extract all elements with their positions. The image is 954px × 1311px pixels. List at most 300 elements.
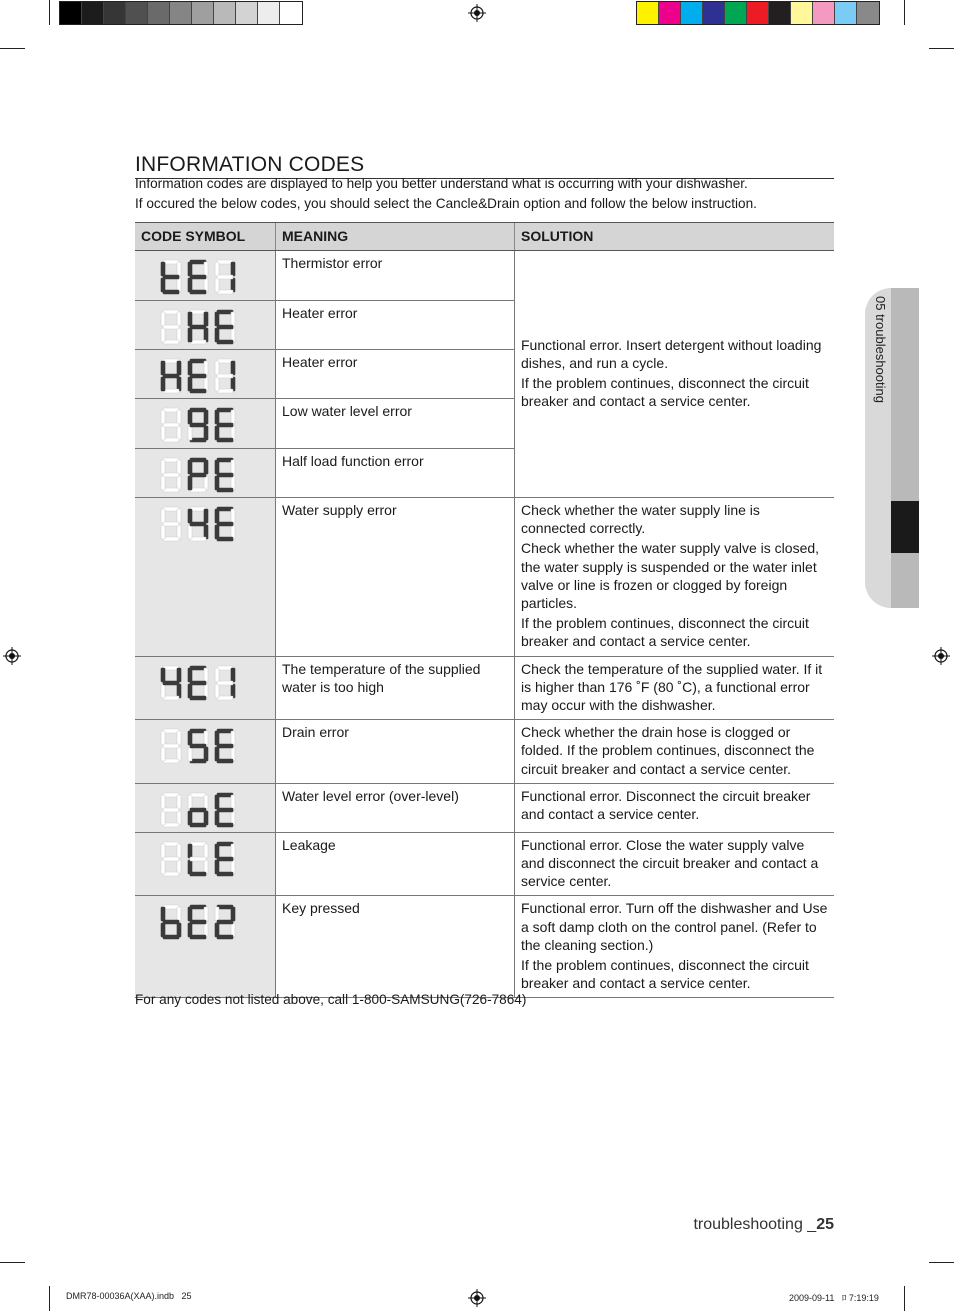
crop-mark bbox=[0, 1262, 25, 1263]
segment-unlit bbox=[161, 476, 165, 490]
code-symbol-cell bbox=[135, 350, 276, 399]
segment-lit bbox=[217, 935, 233, 939]
segment-unlit bbox=[163, 310, 179, 314]
solution-cell bbox=[515, 896, 835, 998]
segment-lit bbox=[217, 310, 233, 314]
page-title: INFORMATION CODES bbox=[135, 153, 834, 179]
display-code-icon bbox=[159, 790, 239, 830]
segment-lit bbox=[217, 905, 233, 909]
segment-lit bbox=[190, 408, 206, 412]
segment-lit bbox=[190, 744, 206, 748]
solution-text: Check the temperature of the supplied water. If it is higher than 176 ˚F (80 ˚C), a functional error may occur with the dishwasher. bbox=[521, 660, 823, 714]
solution-text: Functional error. Turn off the dishwasher and Use a soft damp cloth on the control panel. (Refer to the cleaning section.) bbox=[521, 900, 828, 953]
segment-lit bbox=[188, 460, 192, 474]
color-swatch bbox=[769, 2, 791, 24]
segment-unlit bbox=[177, 262, 181, 276]
color-swatch bbox=[236, 2, 258, 24]
segment-lit bbox=[190, 666, 206, 670]
segment-lit bbox=[231, 262, 235, 276]
segment-lit bbox=[217, 729, 233, 733]
information-codes-table bbox=[135, 222, 834, 998]
color-swatch bbox=[637, 2, 659, 24]
segment-unlit bbox=[215, 907, 219, 921]
color-swatch bbox=[148, 2, 170, 24]
code-symbol-cell bbox=[135, 896, 276, 998]
solution-cell bbox=[515, 498, 835, 657]
meaning-cell: Water level error (over-level) bbox=[276, 783, 515, 832]
segment-lit bbox=[188, 361, 192, 375]
segment-lit bbox=[217, 408, 233, 412]
segment-lit bbox=[188, 923, 192, 937]
segment-unlit bbox=[161, 509, 165, 523]
meaning-cell: Drain error bbox=[276, 720, 515, 784]
segment-unlit bbox=[215, 361, 219, 375]
segment-unlit bbox=[163, 842, 179, 846]
segment-lit bbox=[231, 668, 235, 682]
crop-mark bbox=[929, 1262, 954, 1263]
segment-unlit bbox=[190, 340, 206, 344]
segment-unlit bbox=[163, 793, 179, 797]
code-symbol-cell bbox=[135, 783, 276, 832]
color-swatch bbox=[280, 2, 302, 24]
display-code-icon bbox=[159, 307, 239, 347]
segment-unlit bbox=[163, 507, 179, 511]
footer-note: For any codes not listed above, call 1-800-SAMSUNG(726-7864) bbox=[135, 992, 527, 1007]
color-swatch bbox=[791, 2, 813, 24]
segment-unlit bbox=[217, 389, 233, 393]
segment-lit bbox=[190, 696, 206, 700]
color-swatch bbox=[126, 2, 148, 24]
segment-unlit bbox=[190, 488, 206, 492]
segment-unlit bbox=[215, 377, 219, 391]
segment-lit bbox=[217, 507, 233, 511]
solution-text: Check whether the water supply valve is closed, the water supply is suspended or the water inlet valve or line is frozen or clogged by foreign particles. bbox=[521, 540, 820, 612]
table-row bbox=[135, 498, 834, 657]
segment-unlit bbox=[161, 747, 165, 761]
segment-unlit bbox=[177, 731, 181, 745]
segment-lit bbox=[188, 509, 192, 523]
process-color-bar bbox=[636, 1, 880, 25]
meaning-cell: Low water level error bbox=[276, 399, 515, 449]
segment-lit bbox=[188, 312, 192, 326]
header-solution: SOLUTION bbox=[515, 223, 835, 251]
segment-lit bbox=[215, 747, 219, 761]
segment-lit bbox=[217, 458, 233, 462]
segment-lit bbox=[188, 731, 192, 745]
meaning-cell: Leakage bbox=[276, 832, 515, 896]
segment-lit bbox=[215, 860, 219, 874]
segment-lit bbox=[190, 275, 206, 279]
segment-lit bbox=[231, 361, 235, 375]
display-code-icon bbox=[159, 405, 239, 445]
color-swatch bbox=[192, 2, 214, 24]
registration-mark-icon bbox=[468, 4, 486, 22]
segment-lit bbox=[190, 808, 206, 812]
segment-lit bbox=[188, 278, 192, 292]
display-code-icon bbox=[159, 356, 239, 396]
table-row bbox=[135, 783, 834, 832]
header-code-symbol: CODE SYMBOL bbox=[135, 223, 276, 251]
segment-unlit bbox=[217, 359, 233, 363]
segment-unlit bbox=[163, 488, 179, 492]
meaning-cell: The temperature of the supplied water is too high bbox=[276, 656, 515, 720]
segment-unlit bbox=[204, 907, 208, 921]
segment-lit bbox=[217, 759, 233, 763]
segment-lit bbox=[217, 522, 233, 526]
segment-unlit bbox=[161, 811, 165, 825]
segment-lit bbox=[190, 473, 206, 477]
segment-unlit bbox=[231, 312, 235, 326]
crop-mark bbox=[929, 48, 954, 49]
segment-lit bbox=[190, 759, 206, 763]
segment-lit bbox=[190, 522, 206, 526]
segment-lit bbox=[217, 823, 233, 827]
segment-lit bbox=[217, 438, 233, 442]
segment-lit bbox=[190, 423, 206, 427]
intro-text bbox=[135, 174, 834, 213]
table-row bbox=[135, 896, 834, 998]
segment-unlit bbox=[190, 842, 206, 846]
segment-lit bbox=[217, 488, 233, 492]
segment-lit bbox=[188, 668, 192, 682]
meaning-cell: Thermistor error bbox=[276, 251, 515, 301]
code-symbol-cell bbox=[135, 251, 276, 301]
display-code-icon bbox=[159, 504, 239, 544]
segment-lit bbox=[190, 389, 206, 393]
segment-lit bbox=[190, 458, 206, 462]
segment-unlit bbox=[190, 310, 206, 314]
color-swatch bbox=[60, 2, 82, 24]
segment-unlit bbox=[217, 260, 233, 264]
segment-lit bbox=[215, 460, 219, 474]
segment-lit bbox=[217, 872, 233, 876]
segment-unlit bbox=[163, 340, 179, 344]
segment-unlit bbox=[231, 844, 235, 858]
segment-lit bbox=[161, 361, 165, 375]
segment-lit bbox=[188, 844, 192, 858]
color-swatch bbox=[747, 2, 769, 24]
meaning-cell: Half load function error bbox=[276, 449, 515, 498]
header-meaning: MEANING bbox=[276, 223, 515, 251]
color-swatch bbox=[681, 2, 703, 24]
solution-text: Functional error. Close the water supply valve and disconnect the circuit breaker and contact a service center. bbox=[521, 836, 819, 890]
segment-lit bbox=[161, 923, 165, 937]
code-symbol-cell bbox=[135, 301, 276, 350]
segment-unlit bbox=[163, 823, 179, 827]
color-swatch bbox=[170, 2, 192, 24]
display-code-icon bbox=[159, 902, 239, 942]
segment-unlit bbox=[231, 795, 235, 809]
segment-unlit bbox=[231, 731, 235, 745]
segment-unlit bbox=[163, 759, 179, 763]
solution-cell bbox=[515, 832, 835, 896]
segment-lit bbox=[215, 509, 219, 523]
solution-cell bbox=[515, 251, 835, 498]
segment-lit bbox=[161, 377, 165, 391]
color-swatch bbox=[835, 2, 857, 24]
segment-lit bbox=[217, 325, 233, 329]
segment-unlit bbox=[177, 312, 181, 326]
segment-lit bbox=[190, 260, 206, 264]
table-header-row bbox=[135, 223, 834, 251]
segment-lit bbox=[188, 262, 192, 276]
color-swatch bbox=[258, 2, 280, 24]
segment-lit bbox=[190, 325, 206, 329]
segment-unlit bbox=[177, 795, 181, 809]
registration-mark-icon bbox=[468, 1289, 486, 1307]
registration-mark-icon bbox=[3, 647, 21, 665]
display-code-icon bbox=[159, 839, 239, 879]
segment-unlit bbox=[188, 525, 192, 539]
segment-unlit bbox=[177, 509, 181, 523]
segment-lit bbox=[188, 811, 192, 825]
segment-unlit bbox=[163, 423, 179, 427]
color-swatch bbox=[659, 2, 681, 24]
segment-lit bbox=[217, 842, 233, 846]
segment-unlit bbox=[231, 410, 235, 424]
segment-unlit bbox=[163, 872, 179, 876]
segment-unlit bbox=[177, 907, 181, 921]
segment-unlit bbox=[163, 325, 179, 329]
segment-lit bbox=[190, 681, 206, 685]
color-swatch bbox=[214, 2, 236, 24]
segment-lit bbox=[190, 935, 206, 939]
segment-lit bbox=[215, 795, 219, 809]
segment-lit bbox=[163, 275, 179, 279]
segment-lit bbox=[204, 410, 208, 424]
segment-lit bbox=[231, 907, 235, 921]
segment-unlit bbox=[163, 537, 179, 541]
segment-lit bbox=[215, 844, 219, 858]
segment-unlit bbox=[163, 522, 179, 526]
side-tab-strip bbox=[891, 288, 919, 608]
segment-lit bbox=[215, 525, 219, 539]
segment-lit bbox=[204, 509, 208, 523]
segment-lit bbox=[204, 460, 208, 474]
segment-lit bbox=[161, 262, 165, 276]
segment-unlit bbox=[215, 684, 219, 698]
gray-color-bar bbox=[59, 1, 303, 25]
page-number: 25 bbox=[816, 1216, 834, 1233]
segment-lit bbox=[190, 920, 206, 924]
segment-unlit bbox=[163, 438, 179, 442]
color-swatch bbox=[82, 2, 104, 24]
display-code-icon bbox=[159, 257, 239, 297]
segment-lit bbox=[163, 920, 179, 924]
code-symbol-cell bbox=[135, 656, 276, 720]
color-swatch bbox=[104, 2, 126, 24]
crop-mark bbox=[904, 1286, 905, 1311]
segment-unlit bbox=[163, 857, 179, 861]
segment-unlit bbox=[163, 696, 179, 700]
segment-unlit bbox=[161, 426, 165, 440]
color-swatch bbox=[703, 2, 725, 24]
segment-lit bbox=[217, 857, 233, 861]
segment-unlit bbox=[190, 507, 206, 511]
crop-mark bbox=[49, 0, 50, 25]
segment-unlit bbox=[204, 262, 208, 276]
segment-lit bbox=[215, 811, 219, 825]
segment-lit bbox=[161, 668, 165, 682]
segment-lit bbox=[215, 328, 219, 342]
segment-lit bbox=[217, 473, 233, 477]
segment-lit bbox=[163, 290, 179, 294]
segment-unlit bbox=[215, 668, 219, 682]
segment-lit bbox=[163, 374, 179, 378]
display-code-icon bbox=[159, 726, 239, 766]
segment-unlit bbox=[161, 460, 165, 474]
segment-unlit bbox=[190, 857, 206, 861]
display-code-icon bbox=[159, 455, 239, 495]
segment-unlit bbox=[215, 262, 219, 276]
segment-unlit bbox=[204, 795, 208, 809]
segment-lit bbox=[215, 923, 219, 937]
segment-unlit bbox=[188, 426, 192, 440]
segment-unlit bbox=[217, 374, 233, 378]
side-tab-label: 05 troubleshooting bbox=[873, 296, 888, 403]
segment-unlit bbox=[163, 808, 179, 812]
segment-unlit bbox=[177, 460, 181, 474]
segment-unlit bbox=[217, 275, 233, 279]
segment-lit bbox=[188, 476, 192, 490]
segment-lit bbox=[215, 426, 219, 440]
footer-section: troubleshooting _ bbox=[693, 1216, 817, 1233]
segment-lit bbox=[217, 423, 233, 427]
segment-lit bbox=[188, 907, 192, 921]
segment-lit bbox=[188, 684, 192, 698]
segment-unlit bbox=[204, 844, 208, 858]
solution-text: If the problem continues, disconnect the circuit breaker and contact a service center. bbox=[521, 375, 809, 410]
segment-unlit bbox=[217, 290, 233, 294]
segment-unlit bbox=[177, 410, 181, 424]
segment-lit bbox=[217, 793, 233, 797]
segment-unlit bbox=[215, 278, 219, 292]
color-swatch bbox=[725, 2, 747, 24]
table-row bbox=[135, 251, 834, 301]
segment-lit bbox=[177, 668, 181, 682]
segment-unlit bbox=[190, 793, 206, 797]
segment-unlit bbox=[163, 260, 179, 264]
segment-lit bbox=[188, 410, 192, 424]
segment-lit bbox=[204, 312, 208, 326]
crop-mark bbox=[904, 0, 905, 25]
segment-unlit bbox=[161, 860, 165, 874]
segment-unlit bbox=[161, 328, 165, 342]
imprint-file: DMR78-00036A(XAA).indb 25 bbox=[66, 1291, 192, 1301]
segment-lit bbox=[163, 935, 179, 939]
segment-unlit bbox=[161, 312, 165, 326]
meaning-cell: Key pressed bbox=[276, 896, 515, 998]
segment-unlit bbox=[204, 731, 208, 745]
solution-text: If the problem continues, disconnect the circuit breaker and contact a service center. bbox=[521, 957, 809, 992]
side-tab-marker bbox=[891, 501, 919, 553]
segment-unlit bbox=[163, 389, 179, 393]
segment-unlit bbox=[161, 844, 165, 858]
color-swatch bbox=[813, 2, 835, 24]
segment-lit bbox=[215, 312, 219, 326]
intro-line: If occured the below codes, you should select the Cancle&Drain option and follow the below instruction. bbox=[135, 195, 757, 211]
segment-unlit bbox=[217, 666, 233, 670]
segment-lit bbox=[161, 278, 165, 292]
segment-unlit bbox=[163, 408, 179, 412]
segment-lit bbox=[190, 374, 206, 378]
segment-unlit bbox=[163, 359, 179, 363]
segment-lit bbox=[215, 476, 219, 490]
segment-lit bbox=[190, 438, 206, 442]
segment-unlit bbox=[161, 525, 165, 539]
solution-cell bbox=[515, 656, 835, 720]
segment-unlit bbox=[163, 905, 179, 909]
segment-unlit bbox=[217, 681, 233, 685]
solution-text: If the problem continues, disconnect the circuit breaker and contact a service center. bbox=[521, 615, 809, 650]
segment-unlit bbox=[163, 473, 179, 477]
segment-lit bbox=[190, 872, 206, 876]
segment-lit bbox=[217, 744, 233, 748]
code-symbol-cell bbox=[135, 832, 276, 896]
page-footer bbox=[693, 1216, 834, 1234]
code-symbol-cell bbox=[135, 720, 276, 784]
segment-lit bbox=[161, 907, 165, 921]
meaning-cell: Water supply error bbox=[276, 498, 515, 657]
segment-unlit bbox=[161, 731, 165, 745]
segment-unlit bbox=[161, 684, 165, 698]
segment-unlit bbox=[188, 747, 192, 761]
segment-lit bbox=[188, 328, 192, 342]
segment-unlit bbox=[161, 795, 165, 809]
segment-lit bbox=[188, 860, 192, 874]
segment-unlit bbox=[163, 666, 179, 670]
solution-text: Functional error. Disconnect the circuit breaker and contact a service center. bbox=[521, 787, 811, 823]
code-symbol-cell bbox=[135, 449, 276, 498]
meaning-cell: Heater error bbox=[276, 350, 515, 399]
segment-lit bbox=[188, 377, 192, 391]
segment-lit bbox=[215, 731, 219, 745]
segment-unlit bbox=[188, 795, 192, 809]
segment-unlit bbox=[161, 410, 165, 424]
segment-unlit bbox=[190, 537, 206, 541]
segment-unlit bbox=[204, 361, 208, 375]
segment-unlit bbox=[231, 509, 235, 523]
solution-text: Check whether the water supply line is connected correctly. bbox=[521, 502, 760, 537]
table-row bbox=[135, 656, 834, 720]
code-symbol-cell bbox=[135, 498, 276, 657]
segment-unlit bbox=[163, 744, 179, 748]
segment-unlit bbox=[231, 460, 235, 474]
segment-lit bbox=[190, 905, 206, 909]
segment-lit bbox=[190, 823, 206, 827]
segment-lit bbox=[190, 729, 206, 733]
solution-text: Functional error. Insert detergent without loading dishes, and run a cycle. bbox=[521, 336, 822, 371]
segment-lit bbox=[217, 808, 233, 812]
crop-mark bbox=[49, 1286, 50, 1311]
registration-mark-icon bbox=[932, 647, 950, 665]
crop-mark bbox=[0, 48, 25, 49]
imprint-date: 2009-09-11 ﾛ 7:19:19 bbox=[789, 1293, 879, 1303]
segment-lit bbox=[217, 340, 233, 344]
segment-unlit bbox=[177, 844, 181, 858]
segment-lit bbox=[217, 537, 233, 541]
color-swatch bbox=[857, 2, 879, 24]
segment-lit bbox=[190, 359, 206, 363]
table-row bbox=[135, 832, 834, 896]
solution-text: Check whether the drain hose is clogged or folded. If the problem continues, disconnect the circuit breaker and contact a service center. bbox=[521, 724, 815, 777]
table-row bbox=[135, 720, 834, 784]
meaning-cell: Heater error bbox=[276, 301, 515, 350]
solution-cell bbox=[515, 783, 835, 832]
segment-lit bbox=[177, 361, 181, 375]
segment-unlit bbox=[217, 696, 233, 700]
segment-unlit bbox=[163, 729, 179, 733]
